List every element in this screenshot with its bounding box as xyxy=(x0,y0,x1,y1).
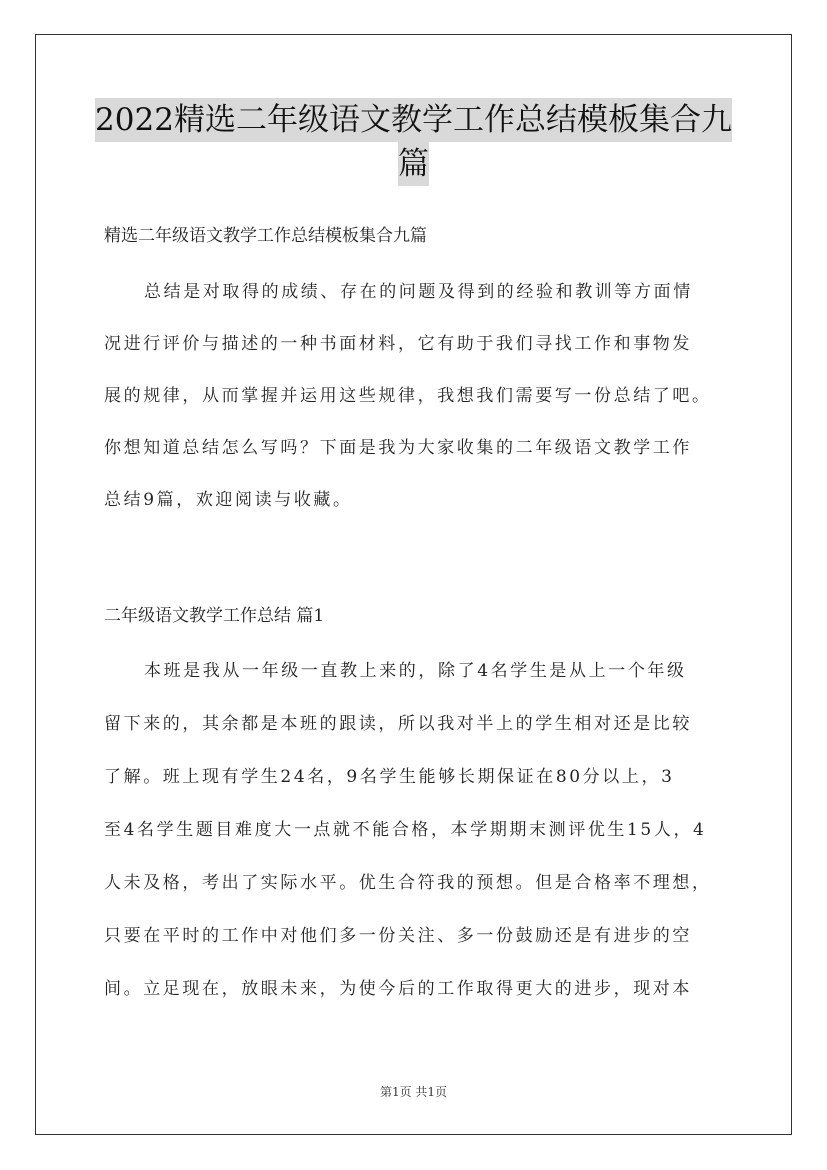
paragraph-line: 只要在平时的工作中对他们多一份关注、多一份鼓励还是有进步的空 xyxy=(104,926,692,946)
paragraph-line: 留下来的，其余都是本班的跟读，所以我对半上的学生相对还是比较 xyxy=(104,714,692,734)
paragraph-line: 你想知道总结怎么写吗？下面是我为大家收集的二年级语文教学工作 xyxy=(104,438,692,458)
page-footer: 第1页 共1页 xyxy=(379,1085,448,1099)
section-heading: 二年级语文教学工作总结 篇1 xyxy=(104,606,325,626)
title-line-2: 篇 xyxy=(398,142,429,186)
paragraph-line: 了解。班上现有学生24名，9名学生能够长期保证在80分以上，3 xyxy=(104,767,675,787)
paragraph-line: 总结9篇，欢迎阅读与收藏。 xyxy=(104,490,353,510)
document-subtitle: 精选二年级语文教学工作总结模板集合九篇 xyxy=(104,226,427,246)
page-frame xyxy=(35,34,792,1135)
paragraph-line: 总结是对取得的成绩、存在的问题及得到的经验和教训等方面情 xyxy=(144,282,693,302)
paragraph-line: 况进行评价与描述的一种书面材料，它有助于我们寻找工作和事物发 xyxy=(104,334,692,354)
title-line-1: 2022精选二年级语文教学工作总结模板集合九 xyxy=(95,98,732,142)
paragraph-line: 展的规律，从而掌握并运用这些规律，我想我们需要写一份总结了吧。 xyxy=(104,386,712,406)
paragraph-line: 人未及格，考出了实际水平。优生合符我的预想。但是合格率不理想， xyxy=(104,873,712,893)
paragraph-line: 间。立足现在，放眼未来，为使今后的工作取得更大的进步，现对本 xyxy=(104,979,692,999)
paragraph-line: 本班是我从一年级一直教上来的，除了4名学生是从上一个年级 xyxy=(144,661,687,681)
paragraph-line: 至4名学生题目难度大一点就不能合格，本学期期末测评优生15人，4 xyxy=(104,820,707,840)
document-title xyxy=(90,98,737,186)
